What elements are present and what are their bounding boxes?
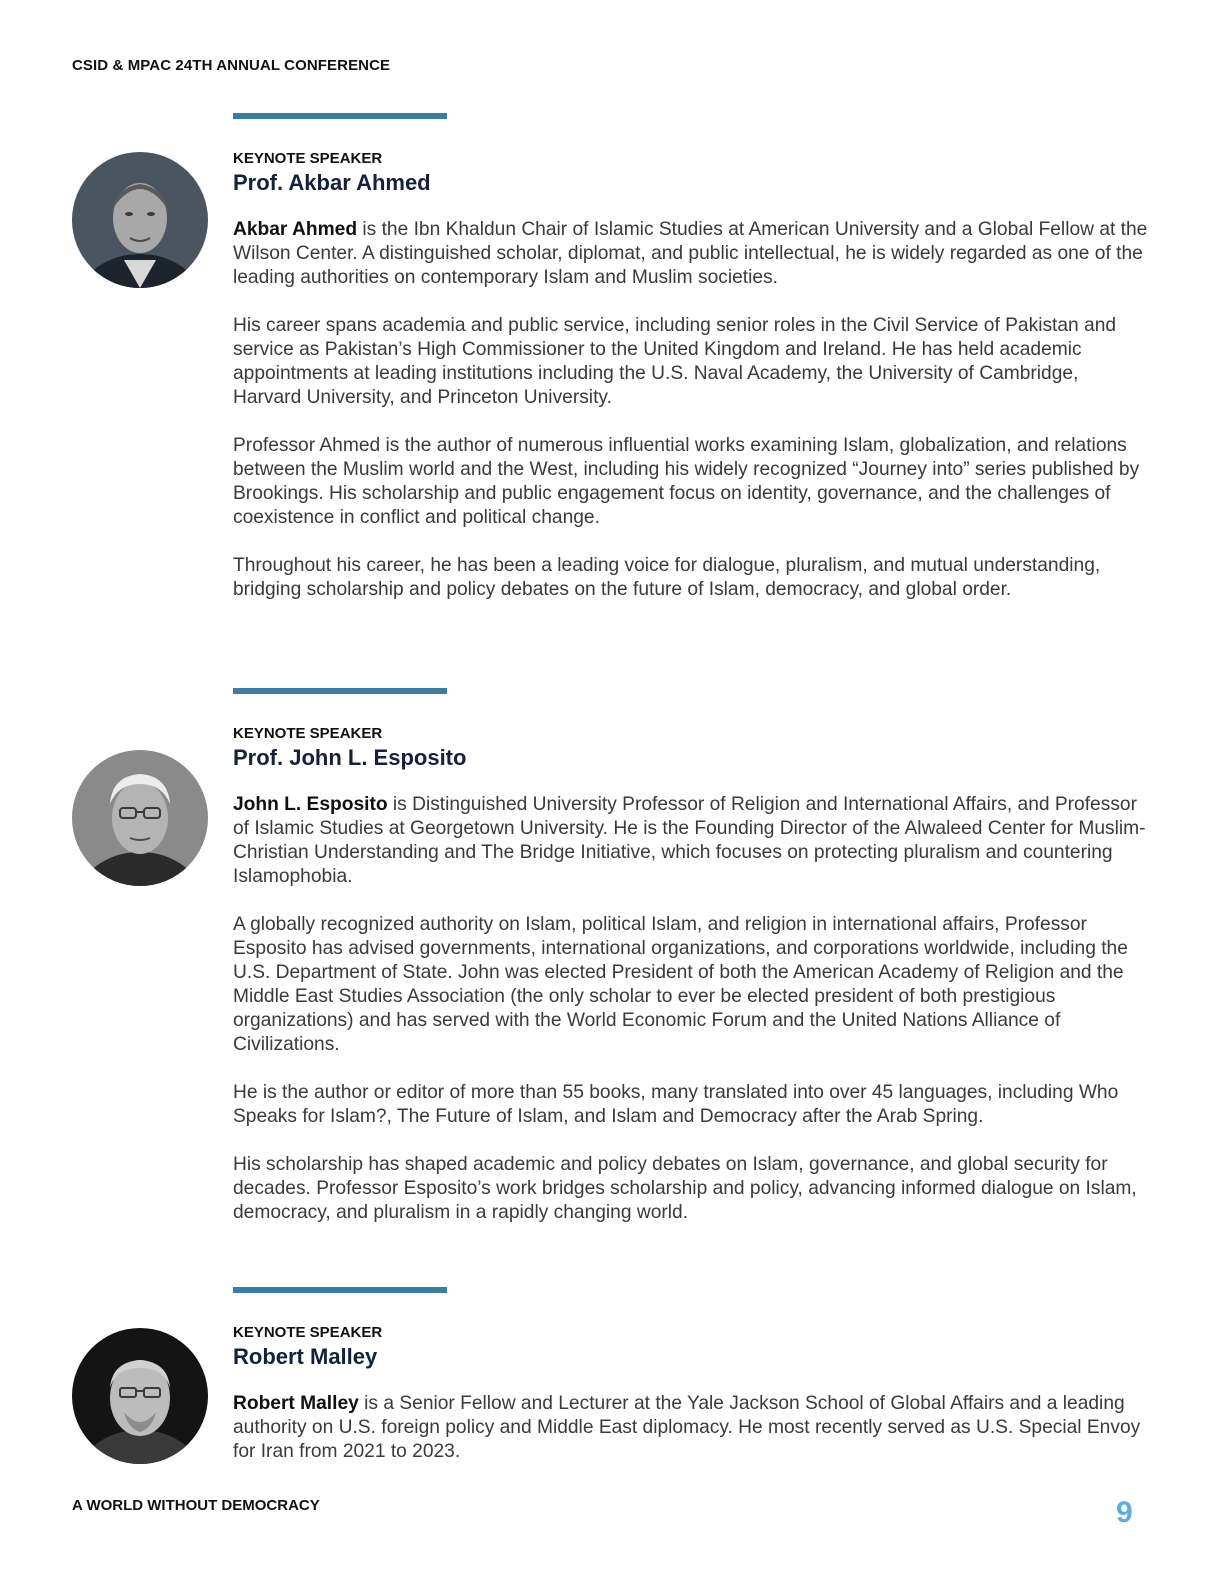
speaker-name: Robert Malley — [233, 1344, 378, 1369]
speaker-bio — [233, 1392, 1148, 1464]
bio-paragraph: A globally recognized authority on Islam, political Islam, and religion in international affairs, Professor Esposito has advised governments, international organizations, and corporations worldwide, including the U.S. Department of State. John was elected President of both the American Academy of Religion and the Middle East Studies Association (the only scholar to ever be elected president of both prestigious organizations) and has served with the World Economic Forum and the United Nations Alliance of Civilizations. — [233, 914, 1128, 1055]
speaker-name: Prof. Akbar Ahmed — [233, 170, 431, 195]
bio-bold-name: Robert Malley — [233, 1393, 359, 1414]
section-divider — [233, 688, 447, 694]
bio-paragraph: Akbar Ahmed is the Ibn Khaldun Chair of Islamic Studies at American University and a Global Fellow at the Wilson Center. A distinguished scholar, diplomat, and public intellectual, he is widely regarded as one of the leading authorities on contemporary Islam and Muslim societies. — [233, 219, 1148, 288]
speaker-role: KEYNOTE SPEAKER — [233, 150, 383, 167]
speaker-name: Prof. John L. Esposito — [233, 745, 467, 770]
speaker-bio — [233, 793, 1148, 1225]
speaker-bio — [233, 218, 1148, 602]
bio-paragraph: Robert Malley is a Senior Fellow and Lecturer at the Yale Jackson School of Global Affairs and a leading authority on U.S. foreign policy and Middle East diplomacy. He most recently served as U.S. Special Envoy for Iran from 2021 to 2023. — [233, 1393, 1141, 1462]
bio-paragraph: John L. Esposito is Distinguished University Professor of Religion and International Affairs, and Professor of Islamic Studies at Georgetown University. He is the Founding Director of the Alwaleed Center for Muslim-Christian Understanding and The Bridge Initiative, which focuses on protecting pluralism and countering Islamophobia. — [233, 794, 1146, 887]
section-divider — [233, 113, 447, 119]
speaker-role: KEYNOTE SPEAKER — [233, 1324, 383, 1341]
bio-paragraph: His scholarship has shaped academic and policy debates on Islam, governance, and global security for decades. Professor Esposito’s work bridges scholarship and policy, advancing informed dialogue on Islam, democracy, and pluralism in a rapidly changing world. — [233, 1154, 1137, 1223]
bio-paragraph: His career spans academia and public service, including senior roles in the Civil Service of Pakistan and service as Pakistan’s High Commissioner to the United Kingdom and Ireland. He has held academic appointments at leading institutions including the U.S. Naval Academy, the University of Cambridge, Harvard University, and Princeton University. — [233, 315, 1117, 408]
page-number: 9 — [1116, 1496, 1133, 1529]
bio-paragraph: He is the author or editor of more than 55 books, many translated into over 45 languages, including Who Speaks for Islam?, The Future of Islam, and Islam and Democracy after the Arab Spring. — [233, 1082, 1119, 1127]
footer-title: A WORLD WITHOUT DEMOCRACY — [72, 1497, 320, 1514]
speaker-portrait — [72, 750, 208, 886]
bio-bold-name: John L. Esposito — [233, 794, 388, 815]
speaker-portrait — [72, 152, 208, 288]
speaker-portrait — [72, 1328, 208, 1464]
bio-paragraph: Professor Ahmed is the author of numerous influential works examining Islam, globalization, and relations between the Muslim world and the West, including his widely recognized “Journey into” series published by Brookings. His scholarship and public engagement focus on identity, governance, and the challenges of coexistence in conflict and political change. — [233, 435, 1140, 528]
speaker-role: KEYNOTE SPEAKER — [233, 725, 383, 742]
bio-bold-name: Akbar Ahmed — [233, 219, 358, 240]
conference-header: CSID & MPAC 24TH ANNUAL CONFERENCE — [72, 57, 391, 74]
bio-paragraph: Throughout his career, he has been a leading voice for dialogue, pluralism, and mutual understanding, bridging scholarship and policy debates on the future of Islam, democracy, and global order. — [233, 555, 1101, 600]
section-divider — [233, 1287, 447, 1293]
